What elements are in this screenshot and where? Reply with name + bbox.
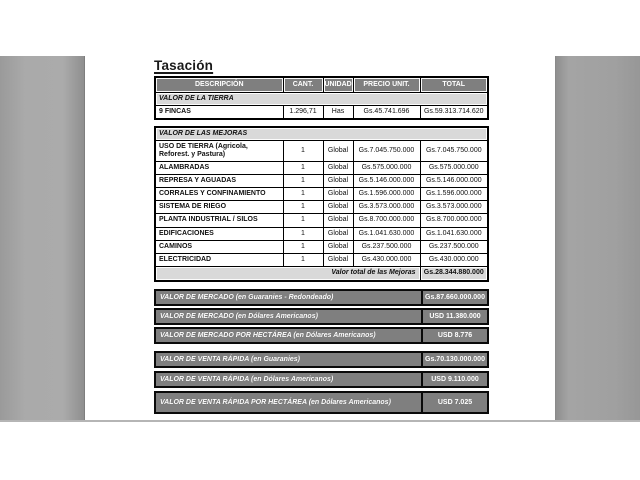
value-cell: Gs.237.500.000: [420, 240, 488, 253]
description-cell: ELECTRICIDAD: [155, 253, 283, 266]
description-cell: EDIFICACIONES: [155, 227, 283, 240]
value-cell: 1: [283, 188, 323, 201]
letterbox-bottom: [0, 422, 640, 478]
summary-label: VALOR DE MERCADO (en Guaranies - Redondeado): [160, 293, 334, 301]
market-value-summary: [154, 289, 489, 344]
column-header: UNIDAD: [323, 77, 353, 93]
value-cell: 1: [283, 253, 323, 266]
value-cell: 1: [283, 175, 323, 188]
value-cell: Gs.575.000.000: [353, 162, 420, 175]
section-label: VALOR DE LAS MEJORAS: [155, 127, 488, 141]
summary-value: USD 9.110.000: [421, 373, 487, 386]
value-cell: Global: [323, 201, 353, 214]
column-header: TOTAL: [420, 77, 488, 93]
summary-row: [154, 351, 489, 368]
value-cell: 1: [283, 227, 323, 240]
quick-sale-summary: [154, 351, 489, 414]
description-cell: 9 FINCAS: [155, 106, 283, 120]
value-cell: Gs.3.573.000.000: [353, 201, 420, 214]
table-row: [155, 141, 488, 162]
summary-row: [154, 327, 489, 344]
summary-row: [154, 371, 489, 388]
value-cell: Gs.5.146.000.000: [353, 175, 420, 188]
value-cell: 1: [283, 214, 323, 227]
value-cell: Gs.1.596.000.000: [353, 188, 420, 201]
value-cell: Gs.3.573.000.000: [420, 201, 488, 214]
value-cell: 1: [283, 240, 323, 253]
value-cell: Gs.7.045.750.000: [420, 141, 488, 162]
value-cell: Global: [323, 175, 353, 188]
description-cell: CORRALES Y CONFINAMIENTO: [155, 188, 283, 201]
value-cell: 1.296,71: [283, 106, 323, 120]
value-cell: 1: [283, 162, 323, 175]
summary-label: VALOR DE MERCADO POR HECTÁREA (en Dólares Americanos): [160, 331, 376, 339]
section-row-land: [155, 93, 488, 106]
column-header: PRECIO UNIT.: [353, 77, 420, 93]
total-value: Gs.28.344.880.000: [420, 266, 488, 281]
total-label: Valor total de las Mejoras: [155, 266, 420, 281]
table-head: [155, 77, 488, 93]
summary-value: Gs.70.130.000.000: [421, 353, 487, 366]
viewer-area: [0, 56, 640, 422]
value-cell: Gs.430.000.000: [420, 253, 488, 266]
value-cell: Gs.59.313.714.620: [420, 106, 488, 120]
value-cell: Gs.45.741.696: [353, 106, 420, 120]
value-cell: Global: [323, 214, 353, 227]
viewer-background-left: [0, 56, 85, 420]
summary-label: VALOR DE MERCADO (en Dólares Americanos): [160, 312, 318, 320]
summary-label: VALOR DE VENTA RÁPIDA (en Guaranies): [160, 355, 301, 363]
value-cell: Gs.575.000.000: [420, 162, 488, 175]
value-cell: Gs.7.045.750.000: [353, 141, 420, 162]
table-row: [155, 106, 488, 120]
value-cell: Global: [323, 240, 353, 253]
letterbox-top: [0, 0, 640, 56]
summary-value: Gs.87.660.000.000: [421, 291, 487, 304]
summary-value: USD 11.380.000: [421, 310, 487, 323]
description-cell: ALAMBRADAS: [155, 162, 283, 175]
appraisal-table-land: [154, 76, 489, 120]
value-cell: Gs.5.146.000.000: [420, 175, 488, 188]
summary-row: [154, 391, 489, 414]
table-row: [155, 227, 488, 240]
summary-row: [154, 308, 489, 325]
table-row: [155, 175, 488, 188]
description-cell: REPRESA Y AGUADAS: [155, 175, 283, 188]
value-cell: Global: [323, 227, 353, 240]
table-row: [155, 240, 488, 253]
description-cell: CAMINOS: [155, 240, 283, 253]
value-cell: Global: [323, 141, 353, 162]
value-cell: Gs.237.500.000: [353, 240, 420, 253]
value-cell: Has: [323, 106, 353, 120]
description-cell: PLANTA INDUSTRIAL / SILOS: [155, 214, 283, 227]
value-cell: Global: [323, 162, 353, 175]
value-cell: Gs.1.596.000.000: [420, 188, 488, 201]
value-cell: 1: [283, 201, 323, 214]
table-row: [155, 214, 488, 227]
value-cell: Gs.430.000.000: [353, 253, 420, 266]
description-cell: USO DE TIERRA (Agricola, Reforest. y Pastura): [155, 141, 283, 162]
summary-label: VALOR DE VENTA RÁPIDA (en Dólares Americanos): [160, 375, 334, 383]
summary-row: [154, 289, 489, 306]
column-header: DESCRIPCIÓN: [155, 77, 283, 93]
value-cell: Gs.1.041.630.000: [353, 227, 420, 240]
value-cell: Gs.8.700.000.000: [353, 214, 420, 227]
summary-value: USD 7.025: [421, 393, 487, 412]
page-title: Tasación: [154, 58, 214, 73]
viewer-background-right: [555, 56, 640, 420]
land-body: [155, 93, 488, 120]
summary-value: USD 8.776: [421, 329, 487, 342]
header-row: [155, 77, 488, 93]
value-cell: Gs.1.041.630.000: [420, 227, 488, 240]
document-page: [85, 56, 555, 420]
description-cell: SISTEMA DE RIEGO: [155, 201, 283, 214]
table-row: [155, 162, 488, 175]
summary-label: VALOR DE VENTA RÁPIDA POR HECTÁREA (en Dólares Americanos): [160, 398, 391, 406]
value-cell: Global: [323, 188, 353, 201]
value-cell: 1: [283, 141, 323, 162]
appraisal-table-improvements: [154, 126, 489, 282]
section-row-improvements: [155, 127, 488, 141]
table-row: [155, 253, 488, 266]
improvements-body: [155, 127, 488, 281]
value-cell: Global: [323, 253, 353, 266]
table-row: [155, 201, 488, 214]
value-cell: Gs.8.700.000.000: [420, 214, 488, 227]
section-label: VALOR DE LA TIERRA: [155, 93, 488, 106]
column-header: CANT.: [283, 77, 323, 93]
improvements-total-row: [155, 266, 488, 281]
table-row: [155, 188, 488, 201]
